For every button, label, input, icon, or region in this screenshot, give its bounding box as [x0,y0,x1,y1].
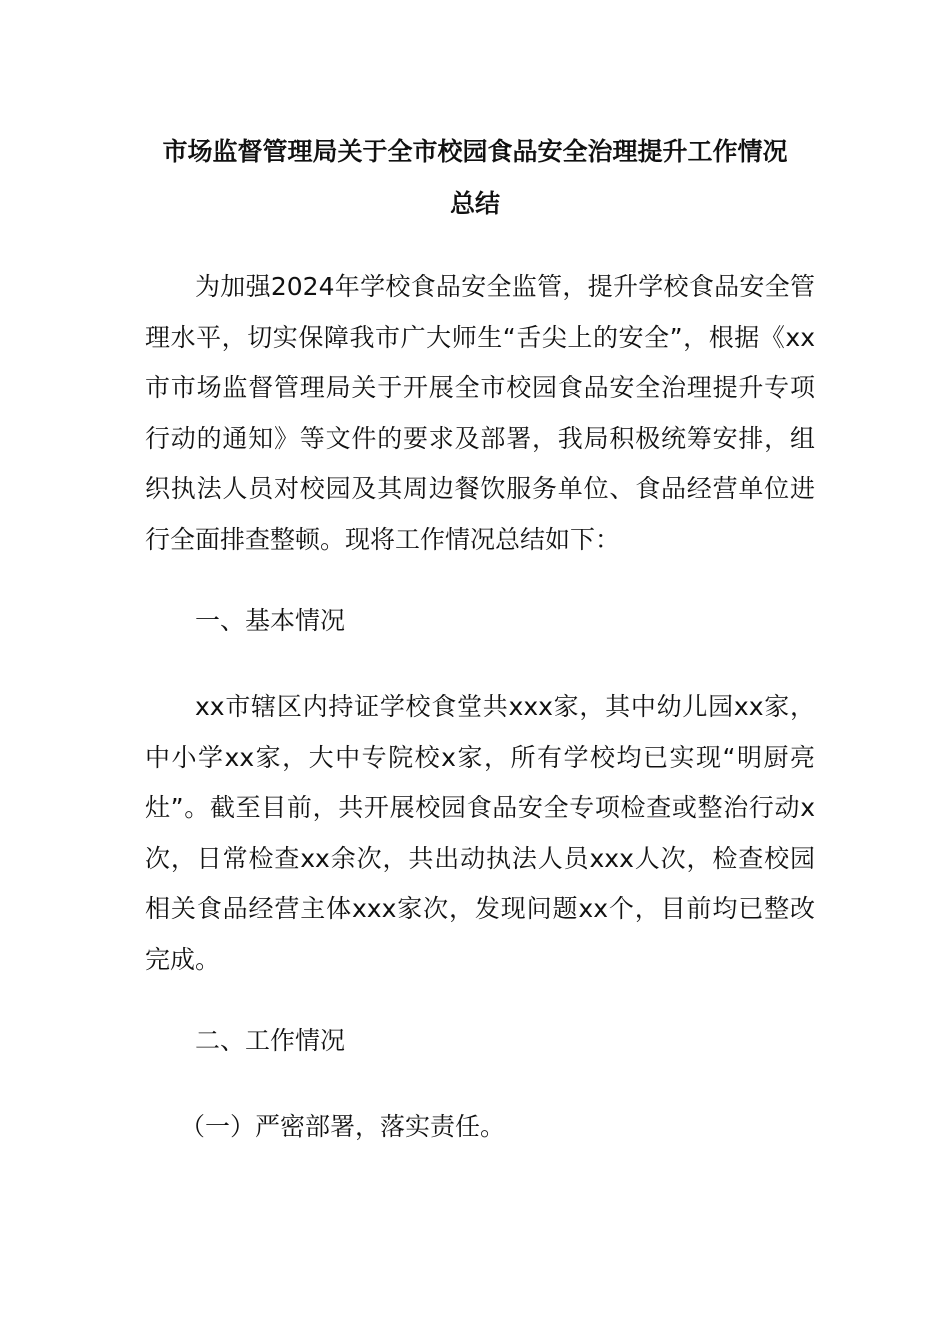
subsection-1-heading: （一）严密部署，落实责任。 [180,1112,506,1141]
section-1-heading: 一、基本情况 [195,606,346,635]
document-title [120,126,830,230]
section-2-heading: 二、工作情况 [195,1026,346,1055]
title-line-2: 总结 [449,189,500,218]
title-line-1: 市场监督管理局关于全市校园食品安全治理提升工作情况 [162,137,788,166]
section-1-body: xx市辖区内持证学校食堂共xxx家，其中幼儿园xx家，中小学xx家，大中专院校x家，所有学校均已实现“明厨亮灶”。截至目前，共开展校园食品安全专项检查或整治行动x次，日常检查xx余次，共出动执法人员xxx人次，检查校园相关食品经营主体xxx家次，发现问题xx个，目前均已整改完成。 [145,692,815,974]
intro-paragraph: 为加强2024年学校食品安全监管，提升学校食品安全管理水平，切实保障我市广大师生“舌尖上的安全”，根据《xx市市场监督管理局关于开展全市校园食品安全治理提升专项行动的通知》等文件的要求及部署，我局积极统筹安排，组织执法人员对校园及其周边餐饮服务单位、食品经营单位进行全面排查整顿。现将工作情况总结如下： [145,272,815,554]
